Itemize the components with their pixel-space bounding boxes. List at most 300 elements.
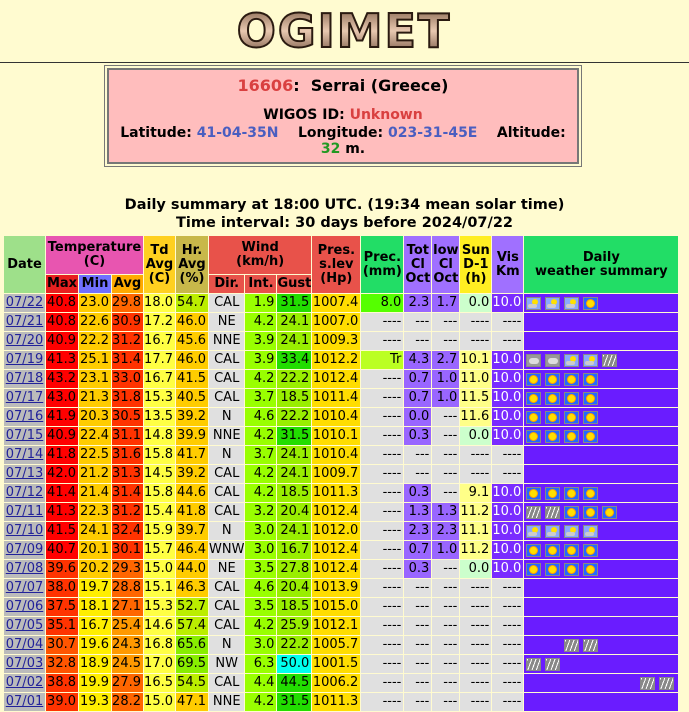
- header-hr-avg: Hr. Avg (%): [176, 236, 208, 293]
- wind-gust-cell: 44.5: [277, 674, 311, 692]
- sunshine-cell: ----: [460, 313, 491, 331]
- date-link[interactable]: 07/21: [5, 314, 44, 329]
- total-cloud-cell: ---: [404, 313, 431, 331]
- low-cloud-cell: ---: [432, 579, 459, 597]
- avg-temp-cell: 27.9: [112, 675, 141, 690]
- td-cell: 14.8: [144, 428, 173, 443]
- wind-int-cell: 3.7: [245, 389, 276, 407]
- header-td-avg: Td Avg (C): [144, 236, 175, 293]
- header-low-cloud: low Cl Oct: [432, 236, 459, 293]
- max-temp-cell: 39.6: [47, 561, 76, 576]
- avg-temp-cell: 31.4: [112, 352, 141, 367]
- wind-dir-cell: CAL: [209, 294, 244, 312]
- td-cell: 15.3: [144, 599, 173, 614]
- total-cloud-cell: ---: [404, 693, 431, 711]
- pressure-cell: 1012.4: [312, 504, 359, 519]
- table-row: [4, 693, 678, 711]
- latitude-label: Latitude:: [120, 125, 192, 141]
- sun-icon: [526, 544, 541, 557]
- daily-weather-cell: [524, 541, 678, 559]
- min-temp-cell: 22.4: [80, 428, 109, 443]
- altitude-label: Altitude:: [496, 125, 566, 141]
- latitude-value: 41-04-35N: [196, 125, 279, 141]
- min-temp-cell: 23.0: [80, 295, 109, 310]
- min-temp-cell: 18.9: [80, 656, 109, 671]
- wind-gust-cell: 50.0: [277, 655, 311, 673]
- pressure-cell: 1015.0: [312, 599, 359, 614]
- td-cell: 15.9: [144, 523, 173, 538]
- date-link[interactable]: 07/07: [5, 580, 44, 595]
- low-cloud-cell: 1.3: [432, 503, 459, 521]
- total-cloud-cell: ---: [404, 617, 431, 635]
- date-cell: [4, 617, 45, 635]
- date-link[interactable]: 07/06: [5, 599, 44, 614]
- wind-dir-cell: N: [209, 446, 244, 464]
- sunshine-cell: ----: [460, 465, 491, 483]
- low-cloud-cell: ---: [432, 560, 459, 578]
- pressure-cell: 1001.5: [312, 656, 359, 671]
- wind-int-cell: 4.6: [245, 408, 276, 426]
- wind-int-cell: 4.2: [245, 465, 276, 483]
- precipitation-cell: ----: [361, 408, 403, 426]
- date-link[interactable]: 07/01: [5, 694, 44, 709]
- date-link[interactable]: 07/02: [5, 675, 44, 690]
- daily-weather-cell: [524, 484, 678, 502]
- wind-dir-cell: CAL: [209, 389, 244, 407]
- date-link[interactable]: 07/13: [5, 466, 44, 481]
- visibility-cell: ----: [492, 674, 523, 692]
- table-row: [4, 655, 678, 673]
- header-total-cloud: Tot Cl Oct: [404, 236, 431, 293]
- wind-int-cell: 3.0: [245, 636, 276, 654]
- sun-icon: [545, 430, 560, 443]
- pressure-cell: 1012.4: [312, 371, 359, 386]
- wind-dir-cell: NNE: [209, 332, 244, 350]
- hr-cell: 46.4: [177, 542, 206, 557]
- wigos-line: [109, 107, 577, 123]
- sun-icon: [583, 506, 598, 519]
- date-link[interactable]: 07/08: [5, 561, 44, 576]
- date-link[interactable]: 07/09: [5, 542, 44, 557]
- visibility-cell: 10.0: [492, 561, 522, 576]
- wind-gust-cell: 16.7: [277, 541, 311, 559]
- hr-cell: 52.7: [177, 599, 206, 614]
- max-temp-cell: 39.0: [47, 694, 76, 709]
- low-cloud-cell: ---: [432, 655, 459, 673]
- wind-int-cell: 4.2: [245, 370, 276, 388]
- wind-gust-cell: 20.4: [277, 579, 311, 597]
- wind-int-cell: 3.9: [245, 351, 276, 369]
- avg-temp-cell: 27.1: [112, 599, 141, 614]
- wind-int-cell: 3.7: [245, 446, 276, 464]
- td-cell: 15.8: [144, 485, 173, 500]
- daily-weather-cell: [524, 598, 678, 616]
- daily-weather-cell: [524, 446, 678, 464]
- min-temp-cell: 21.3: [80, 390, 109, 405]
- visibility-cell: 10.0: [492, 542, 522, 557]
- low-cloud-cell: 1.0: [432, 370, 459, 388]
- weather-icon-strip: [524, 541, 678, 559]
- avg-temp-cell: 30.9: [112, 314, 141, 329]
- daily-summary-table: [3, 235, 679, 712]
- pressure-cell: 1012.4: [312, 561, 359, 576]
- low-cloud-cell: ---: [432, 693, 459, 711]
- low-cloud-cell: ---: [432, 408, 459, 426]
- sunshine-cell: ----: [460, 446, 491, 464]
- sunshine-cell: 11.2: [460, 504, 490, 519]
- partly-cloudy-icon: [545, 525, 560, 538]
- hr-cell: 39.7: [177, 523, 206, 538]
- header-visibility: Vis Km: [492, 236, 523, 293]
- total-cloud-cell: ---: [404, 465, 431, 483]
- low-cloud-cell: ---: [432, 446, 459, 464]
- pressure-cell: 1011.3: [312, 694, 359, 709]
- weather-icon-strip: [524, 636, 678, 654]
- total-cloud-cell: 2.3: [404, 522, 431, 540]
- sunshine-cell: 11.2: [460, 542, 490, 557]
- pressure-cell: 1012.0: [312, 523, 359, 538]
- sun-icon: [526, 411, 541, 424]
- low-cloud-cell: ---: [432, 617, 459, 635]
- wind-dir-cell: NE: [209, 313, 244, 331]
- precipitation-cell: ----: [361, 484, 403, 502]
- rain-icon: [583, 639, 598, 652]
- sun-icon: [583, 544, 598, 557]
- hr-cell: 39.2: [177, 466, 206, 481]
- date-cell: [4, 294, 45, 312]
- precipitation-cell: ----: [361, 693, 403, 711]
- sun-icon: [564, 430, 579, 443]
- weather-icon-strip: [524, 693, 678, 711]
- table-row: [4, 427, 678, 445]
- low-cloud-cell: ---: [432, 313, 459, 331]
- avg-temp-cell: 25.4: [112, 618, 141, 633]
- max-temp-cell: 42.0: [47, 466, 76, 481]
- header-wind: Wind (km/h): [209, 236, 311, 274]
- max-temp-cell: 41.8: [47, 447, 76, 462]
- min-temp-cell: 22.5: [80, 447, 109, 462]
- wind-gust-cell: 18.5: [277, 598, 311, 616]
- table-row: [4, 598, 678, 616]
- header-sunshine: Sun D-1 (h): [460, 236, 491, 293]
- hr-cell: 46.0: [177, 352, 206, 367]
- sun-icon: [564, 506, 579, 519]
- date-cell: [4, 446, 45, 464]
- sunshine-cell: 0.0: [460, 427, 491, 445]
- min-temp-cell: 20.2: [80, 561, 109, 576]
- wind-dir-cell: N: [209, 408, 244, 426]
- low-cloud-cell: 2.7: [432, 351, 459, 369]
- hr-cell: 54.5: [177, 675, 206, 690]
- daily-weather-cell: [524, 579, 678, 597]
- date-link[interactable]: 07/20: [5, 333, 44, 348]
- date-link[interactable]: 07/16: [5, 409, 44, 424]
- wind-int-cell: 4.2: [245, 617, 276, 635]
- max-temp-cell: 40.9: [47, 428, 76, 443]
- min-temp-cell: 20.3: [80, 409, 109, 424]
- precipitation-cell: ----: [361, 541, 403, 559]
- precipitation-cell: Tr: [361, 351, 403, 369]
- max-temp-cell: 38.8: [47, 675, 76, 690]
- total-cloud-cell: 0.3: [404, 484, 431, 502]
- daily-weather-cell: [524, 313, 678, 331]
- total-cloud-cell: ---: [404, 598, 431, 616]
- sun-icon: [526, 430, 541, 443]
- hr-cell: 39.9: [177, 428, 206, 443]
- max-temp-cell: 35.1: [47, 618, 76, 633]
- header-wind-int: Int.: [245, 275, 276, 293]
- table-row: [4, 503, 678, 521]
- min-temp-cell: 19.7: [80, 580, 109, 595]
- wind-dir-cell: NW: [209, 655, 244, 673]
- weather-icon-strip: [524, 313, 678, 331]
- date-cell: [4, 351, 45, 369]
- low-cloud-cell: ---: [432, 332, 459, 350]
- sunshine-cell: 9.1: [460, 484, 491, 502]
- daily-weather-cell: [524, 636, 678, 654]
- hr-cell: 41.5: [177, 371, 206, 386]
- td-cell: 15.0: [144, 561, 173, 576]
- visibility-cell: ----: [492, 617, 523, 635]
- table-row: [4, 522, 678, 540]
- wind-gust-cell: 24.1: [277, 446, 311, 464]
- wind-gust-cell: 22.2: [277, 636, 311, 654]
- longitude-label: Longitude:: [298, 125, 384, 141]
- weather-icon-strip: [524, 655, 678, 673]
- min-temp-cell: 19.3: [80, 694, 109, 709]
- wind-gust-cell: 24.1: [277, 465, 311, 483]
- partly-cloudy-icon: [564, 354, 579, 367]
- pressure-cell: 1010.4: [312, 409, 359, 424]
- max-temp-cell: 41.9: [47, 409, 76, 424]
- date-link[interactable]: 07/15: [5, 428, 44, 443]
- low-cloud-cell: ---: [432, 636, 459, 654]
- td-cell: 18.0: [144, 295, 173, 310]
- rain-icon: [545, 506, 560, 519]
- wind-int-cell: 4.6: [245, 579, 276, 597]
- wind-gust-cell: 25.9: [277, 617, 311, 635]
- sunshine-cell: ----: [460, 674, 491, 692]
- avg-temp-cell: 31.2: [112, 333, 141, 348]
- sun-icon: [564, 487, 579, 500]
- pressure-cell: 1007.0: [312, 314, 359, 329]
- pressure-cell: 1012.2: [312, 352, 359, 367]
- avg-temp-cell: 28.8: [112, 580, 141, 595]
- max-temp-cell: 41.3: [47, 504, 76, 519]
- date-link[interactable]: 07/19: [5, 352, 44, 367]
- daily-weather-cell: [524, 560, 678, 578]
- sunshine-cell: 0.0: [460, 294, 491, 312]
- ogimet-logo[interactable]: [0, 0, 689, 63]
- total-cloud-cell: 0.3: [404, 427, 431, 445]
- max-temp-cell: 43.2: [47, 371, 76, 386]
- low-cloud-cell: ---: [432, 427, 459, 445]
- sun-icon: [583, 297, 598, 310]
- wind-gust-cell: 31.5: [277, 693, 311, 711]
- date-cell: [4, 389, 45, 407]
- logo-text: OGIMET: [236, 4, 452, 58]
- station-name: Serrai (Greece): [310, 76, 449, 95]
- wigos-label: WIGOS ID:: [263, 107, 345, 123]
- table-row: [4, 484, 678, 502]
- header-min: Min: [79, 275, 111, 293]
- date-cell: [4, 313, 45, 331]
- date-link[interactable]: 07/18: [5, 371, 44, 386]
- avg-temp-cell: 32.4: [112, 523, 141, 538]
- total-cloud-cell: 0.7: [404, 541, 431, 559]
- wind-int-cell: 3.5: [245, 560, 276, 578]
- avg-temp-cell: 29.3: [112, 561, 141, 576]
- wind-gust-cell: 24.1: [277, 522, 311, 540]
- pressure-cell: 1012.1: [312, 618, 359, 633]
- date-link[interactable]: 07/22: [5, 295, 44, 310]
- min-temp-cell: 19.6: [80, 637, 109, 652]
- date-link[interactable]: 07/11: [5, 504, 44, 519]
- precipitation-cell: ----: [361, 655, 403, 673]
- wind-int-cell: 4.2: [245, 427, 276, 445]
- daily-weather-cell: [524, 389, 678, 407]
- sun-icon: [545, 563, 560, 576]
- visibility-cell: 10.0: [492, 371, 522, 386]
- wind-gust-cell: 22.2: [277, 408, 311, 426]
- avg-temp-cell: 31.8: [112, 390, 141, 405]
- sun-icon: [583, 563, 598, 576]
- avg-temp-cell: 31.4: [112, 485, 141, 500]
- coordinates-line: [109, 125, 577, 157]
- wigos-value: Unknown: [349, 107, 423, 123]
- weather-icon-strip: [524, 294, 678, 312]
- precipitation-cell: ----: [361, 522, 403, 540]
- total-cloud-cell: ---: [404, 579, 431, 597]
- date-link[interactable]: 07/03: [5, 656, 44, 671]
- table-row: [4, 351, 678, 369]
- rain-icon: [526, 658, 541, 671]
- hr-cell: 47.1: [177, 694, 206, 709]
- date-cell: [4, 408, 45, 426]
- max-temp-cell: 30.7: [47, 637, 76, 652]
- date-cell: [4, 541, 45, 559]
- sunshine-cell: ----: [460, 598, 491, 616]
- daily-weather-cell: [524, 617, 678, 635]
- sun-icon: [583, 487, 598, 500]
- station-title: 16606: Serrai (Greece): [237, 76, 449, 95]
- rain-icon: [526, 506, 541, 519]
- td-cell: 15.1: [144, 580, 173, 595]
- hr-cell: 44.0: [177, 561, 206, 576]
- td-cell: 14.6: [144, 618, 173, 633]
- sun-icon: [564, 392, 579, 405]
- hr-cell: 65.6: [177, 637, 206, 652]
- pressure-cell: 1013.9: [312, 580, 359, 595]
- precipitation-cell: ----: [361, 560, 403, 578]
- wind-dir-cell: CAL: [209, 484, 244, 502]
- partly-cloudy-icon: [583, 354, 598, 367]
- wind-int-cell: 3.0: [245, 541, 276, 559]
- rain-icon: [659, 677, 674, 690]
- hr-cell: 44.6: [177, 485, 206, 500]
- td-cell: 15.7: [144, 542, 173, 557]
- wind-int-cell: 4.2: [245, 313, 276, 331]
- rain-icon: [602, 354, 617, 367]
- date-link[interactable]: 07/04: [5, 637, 44, 652]
- min-temp-cell: 21.2: [80, 466, 109, 481]
- sun-icon: [526, 487, 541, 500]
- avg-temp-cell: 33.0: [112, 371, 141, 386]
- td-cell: 15.4: [144, 504, 173, 519]
- td-cell: 16.7: [144, 371, 173, 386]
- min-temp-cell: 25.1: [80, 352, 109, 367]
- total-cloud-cell: 0.3: [404, 560, 431, 578]
- pressure-cell: 1005.7: [312, 637, 359, 652]
- sun-icon: [564, 544, 579, 557]
- altitude-value: 32: [320, 141, 341, 157]
- td-cell: 17.7: [144, 352, 173, 367]
- total-cloud-cell: 0.7: [404, 389, 431, 407]
- td-cell: 13.5: [144, 409, 173, 424]
- avg-temp-cell: 24.3: [112, 637, 141, 652]
- date-link[interactable]: 07/12: [5, 485, 44, 500]
- weather-icon-strip: [524, 503, 678, 521]
- wind-dir-cell: CAL: [209, 598, 244, 616]
- total-cloud-cell: 1.3: [404, 503, 431, 521]
- wind-dir-cell: CAL: [209, 617, 244, 635]
- wind-int-cell: 4.2: [245, 693, 276, 711]
- table-row: [4, 541, 678, 559]
- date-link[interactable]: 07/14: [5, 447, 44, 462]
- daily-weather-cell: [524, 655, 678, 673]
- date-link[interactable]: 07/05: [5, 618, 44, 633]
- summary-line-2: Time interval: 30 days before 2024/07/22: [175, 215, 513, 231]
- station-info-box: [107, 68, 579, 164]
- sunshine-cell: ----: [460, 655, 491, 673]
- visibility-cell: 10.0: [492, 295, 522, 310]
- sun-icon: [526, 563, 541, 576]
- date-link[interactable]: 07/17: [5, 390, 44, 405]
- max-temp-cell: 32.8: [47, 656, 76, 671]
- sun-icon: [583, 430, 598, 443]
- max-temp-cell: 38.0: [47, 580, 76, 595]
- header-date: Date: [4, 236, 45, 293]
- table-row: [4, 636, 678, 654]
- visibility-cell: 10.0: [492, 504, 522, 519]
- sun-icon: [545, 411, 560, 424]
- summary-line-1: Daily summary at 18:00 UTC. (19:34 mean solar time): [124, 197, 565, 213]
- td-cell: 15.8: [144, 447, 173, 462]
- total-cloud-cell: ---: [404, 332, 431, 350]
- wind-dir-cell: NNE: [209, 693, 244, 711]
- header-pressure: Pres. s.lev (Hp): [312, 236, 360, 293]
- td-cell: 15.3: [144, 390, 173, 405]
- daily-weather-cell: [524, 294, 678, 312]
- visibility-cell: ----: [492, 465, 523, 483]
- table-row: [4, 389, 678, 407]
- weather-icon-strip: [524, 465, 678, 483]
- wind-gust-cell: 24.1: [277, 332, 311, 350]
- date-cell: [4, 598, 45, 616]
- table-row: [4, 313, 678, 331]
- date-cell: [4, 427, 45, 445]
- date-link[interactable]: 07/10: [5, 523, 44, 538]
- low-cloud-cell: ---: [432, 598, 459, 616]
- max-temp-cell: 41.4: [47, 485, 76, 500]
- table-row: [4, 370, 678, 388]
- pressure-cell: 1009.7: [312, 466, 359, 481]
- altitude-unit: m.: [345, 141, 366, 157]
- precipitation-cell: ----: [361, 579, 403, 597]
- header-max: Max: [46, 276, 78, 291]
- wind-gust-cell: 20.4: [277, 503, 311, 521]
- max-temp-cell: 41.3: [47, 352, 76, 367]
